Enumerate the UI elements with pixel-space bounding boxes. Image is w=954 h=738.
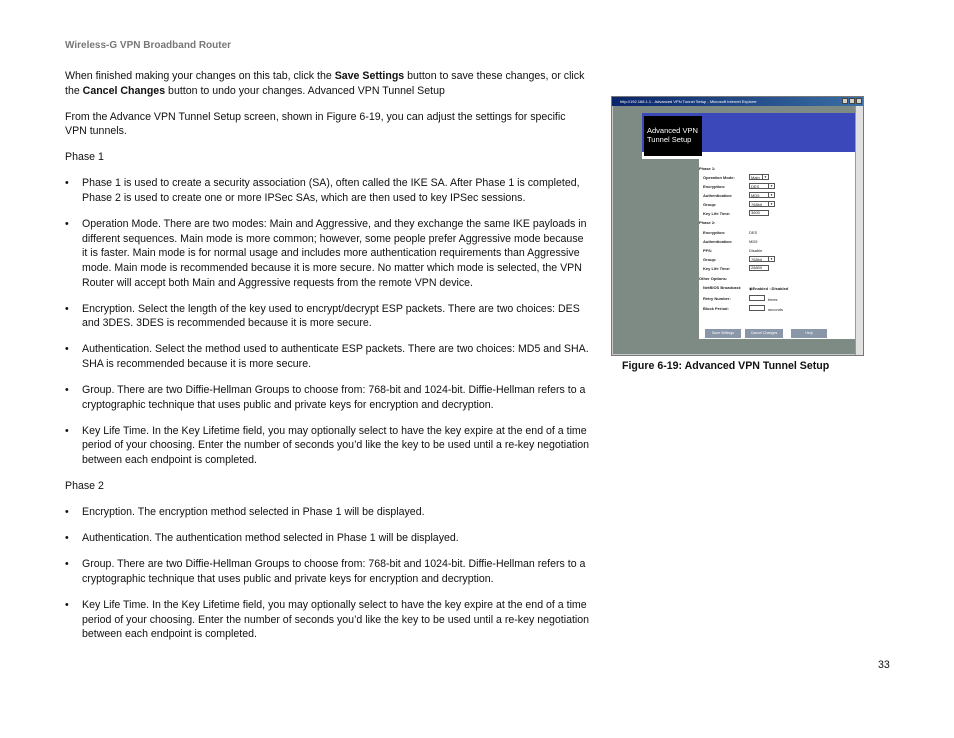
block-period-label: Block Period:: [703, 306, 729, 311]
page-banner: [642, 113, 857, 159]
phase2-key-life-time-label: Key Life Time:: [703, 266, 731, 271]
list-item: [65, 424, 590, 468]
intro-paragraph: [65, 69, 590, 98]
banner-title: [644, 116, 702, 156]
block-period-input[interactable]: [749, 305, 765, 311]
maximize-icon[interactable]: [849, 98, 855, 104]
chevron-down-icon: ▼: [770, 202, 773, 206]
list-item-text: Authentication. Select the method used to authenticate ESP packets. There are two choices: MD5 and SHA. SHA is recommended because it is more secure.: [82, 343, 589, 370]
figure-button-bar: [699, 329, 857, 339]
other-options-label: Other Options:: [699, 276, 728, 281]
bullet: •: [65, 532, 69, 545]
list-item: [65, 176, 590, 205]
group-label: Group:: [703, 202, 717, 207]
figure-caption: Figure 6-19: Advanced VPN Tunnel Setup: [622, 360, 830, 372]
pfs-value: Disable: [749, 248, 763, 253]
phase1-label: Phase 1:: [699, 166, 716, 171]
save-settings-button[interactable]: Save Settings: [705, 329, 741, 338]
chevron-down-icon: ▼: [770, 257, 773, 261]
window-title: http://192.168.1.1 - Advanced VPN Tunnel Setup - Microsoft Internet Explorer: [620, 99, 757, 104]
help-button[interactable]: Help: [791, 329, 827, 338]
encryption-label: Encryption:: [703, 184, 726, 189]
netbios-label: NetBIOS Broadcast:: [703, 285, 742, 290]
list-item: [65, 383, 590, 412]
bullet: •: [65, 177, 69, 190]
list-item: [65, 598, 590, 642]
list-item-text: Operation Mode. There are two modes: Main and Aggressive, and they exchange the same IKE payloads in different sequences. Main mode is more common; however, some people prefer Aggressive mode because it is faster. Main mode is for normal usage and includes more authentication requirements than Aggressive mode. Main mode is recommended because it is more secure. No matter which mode is selected, the VPN Router will accept both Main and Aggressive requests from the remote VPN device.: [82, 218, 587, 289]
group-select[interactable]: [749, 201, 775, 207]
bullet: •: [65, 343, 69, 356]
intro-text: button to save these changes, or click the: [65, 70, 585, 97]
phase2-authentication-value: MD5: [749, 239, 758, 244]
operation-mode-label: Operation Mode:: [703, 175, 735, 180]
figure-screenshot: [611, 96, 864, 356]
bullet: •: [65, 598, 69, 611]
phase2-heading: Phase 2: [65, 479, 104, 492]
key-life-time-label: Key Life Time:: [703, 211, 731, 216]
phase2-encryption-label: Encryption:: [703, 230, 726, 235]
bullet: •: [65, 384, 69, 396]
bullet: •: [65, 506, 69, 519]
retry-number-input[interactable]: [749, 295, 765, 301]
list-item-text: Key Life Time. In the Key Lifetime field, you may optionally select to have the key expire at the end of a time period of your choosing. Enter the number of seconds you’d like the key to be used until a re-key negotiation between each endpoint is completed.: [82, 424, 590, 466]
netbios-enabled-label: Enabled: [752, 286, 769, 291]
select-value: 768bit: [751, 257, 762, 262]
bullet: •: [65, 558, 69, 571]
retry-unit: times: [768, 297, 778, 302]
list-item: [65, 342, 590, 371]
browser-viewport: [613, 106, 855, 354]
select-value: Main: [751, 175, 760, 180]
list-item-text: Group. There are two Diffie-Hellman Groups to choose from: 768-bit and 1024-bit. Diffie-Hellman refers to a cryptographic technique that uses public and private keys for encryption and decryption.: [82, 384, 586, 411]
list-item-text: Phase 1 is used to create a security association (SA), often called the IKE SA. After Phase 1 is completed, Phase 2 is used to create one or more IPSec SAs, which are then used to key IPSec sessions.: [82, 177, 580, 205]
list-item: [65, 505, 590, 520]
chevron-down-icon: ▼: [770, 193, 773, 197]
block-period-unit: seconds: [768, 307, 783, 312]
list-item: [65, 557, 590, 586]
close-icon[interactable]: [856, 98, 862, 104]
retry-number-label: Retry Number:: [703, 296, 731, 301]
list-item: [65, 302, 590, 331]
vertical-scrollbar[interactable]: [855, 106, 863, 355]
bullet: •: [65, 218, 69, 231]
phase2-encryption-value: DES: [749, 230, 758, 235]
authentication-select[interactable]: [749, 192, 775, 198]
banner-title-line: Advanced VPN: [647, 126, 698, 135]
select-value: MD5: [751, 193, 760, 198]
netbios-disabled-radio[interactable]: ○: [769, 286, 772, 291]
cancel-changes-term: Cancel Changes: [82, 84, 166, 97]
encryption-select[interactable]: [749, 183, 775, 189]
list-item-text: Encryption. The encryption method selected in Phase 1 will be displayed.: [82, 506, 425, 519]
intro-text: button to undo your changes. Advanced VPN Tunnel Setup: [165, 84, 445, 97]
window-controls: [842, 98, 862, 104]
minimize-icon[interactable]: [842, 98, 848, 104]
list-item-text: Encryption. Select the length of the key used to encrypt/decrypt ESP packets. There are two choices: DES and 3DES. 3DES is recommended because it is more secure.: [82, 302, 580, 330]
description-paragraph: From the Advance VPN Tunnel Setup screen, shown in Figure 6-19, you can adjust the settings for specific VPN tunnels.: [65, 110, 566, 138]
phase1-heading: Phase 1: [65, 151, 104, 164]
browser-titlebar: [612, 97, 863, 106]
operation-mode-select[interactable]: [749, 174, 769, 180]
banner-title-line: Tunnel Setup: [647, 135, 692, 144]
page-number: 33: [878, 659, 890, 671]
running-header: Wireless-G VPN Broadband Router: [65, 40, 232, 51]
chevron-down-icon: ▼: [770, 184, 773, 188]
phase2-group-select[interactable]: [749, 256, 775, 262]
pfs-label: PFS:: [703, 248, 713, 253]
select-value: DES: [751, 184, 760, 189]
bullet: •: [65, 424, 69, 437]
cancel-changes-button[interactable]: Cancel Changes: [745, 329, 783, 338]
intro-text: When finished making your changes on this tab, click the: [65, 70, 335, 82]
list-item: [65, 217, 590, 290]
list-item-text: Authentication. The authentication method selected in Phase 1 will be displayed.: [82, 532, 459, 545]
chevron-down-icon: ▼: [764, 175, 767, 179]
netbios-disabled-label: Disabled: [771, 286, 789, 291]
key-life-time-input[interactable]: 3600: [749, 210, 769, 216]
select-value: 768bit: [751, 202, 762, 207]
settings-panel: [699, 159, 857, 339]
phase2-key-life-time-input[interactable]: 28800: [749, 265, 769, 271]
phase2-authentication-label: Authentication:: [703, 239, 733, 244]
netbios-radio-group: [749, 286, 788, 291]
phase2-label: Phase 2:: [699, 220, 716, 225]
list-item-text: Group. There are two Diffie-Hellman Groups to choose from: 768-bit and 1024-bit. Diffie-Hellman refers to a cryptographic technique that uses public and private keys for encryption and decryption.: [82, 558, 586, 585]
body-text: [65, 69, 590, 653]
list-item-text: Key Life Time. In the Key Lifetime field, you may optionally select to have the key expire at the end of a time period of your choosing. Enter the number of seconds you’d like the key to be used until a re-key negotiation between each endpoint is completed.: [82, 598, 590, 641]
netbios-enabled-radio[interactable]: ◉: [749, 286, 753, 291]
save-settings-term: Save Settings: [334, 70, 405, 82]
authentication-label: Authentication:: [703, 193, 733, 198]
phase2-group-label: Group:: [703, 257, 717, 262]
bullet: •: [65, 302, 69, 315]
list-item: [65, 531, 590, 546]
